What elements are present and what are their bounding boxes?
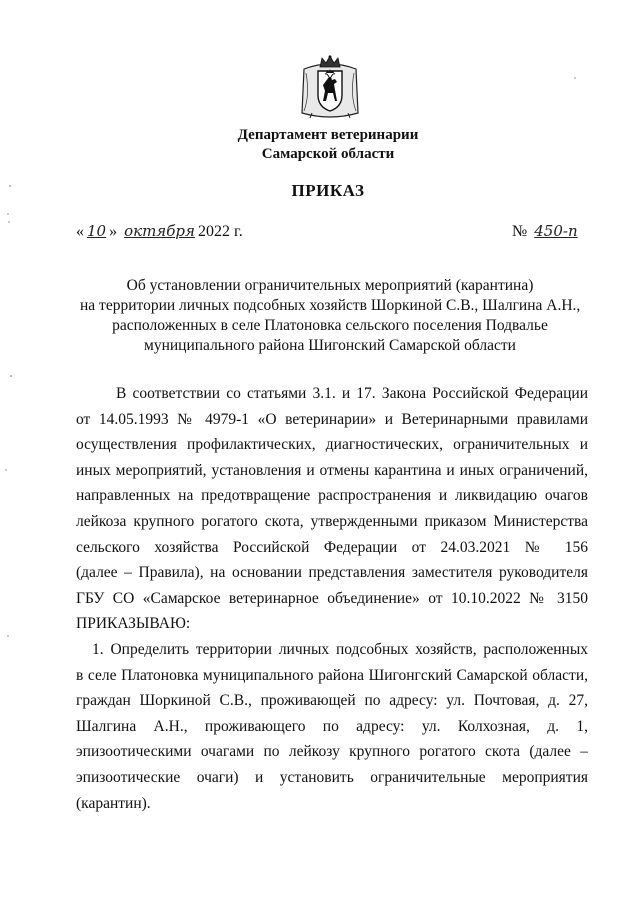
paragraph-line: ГБУ СО «Самарское ветеринарное объединение» от 10.10.2022 № 3150 (76, 589, 588, 607)
paragraph-line: (карантин). (76, 794, 151, 812)
order-number (512, 222, 581, 241)
paragraph-line: эпизоотическими очагами по лейкозу крупного рогатого скота (далее – (76, 743, 588, 761)
date-month: октября (124, 222, 195, 240)
paragraph-line: сельского хозяйства Российской Федерации от 24.03.2021 № 156 (76, 538, 588, 556)
paragraph-line: граждан Шоркиной С.В., проживающей по адресу: ул. Почтовая, д. 27, (76, 692, 588, 710)
paragraph-line: Шалгина А.Н., проживающего по адресу: ул. Колхозная, д. 1, (76, 717, 588, 735)
paragraph-line: 1. Определить территории личных подсобных хозяйств, расположенных (92, 641, 588, 658)
paragraph-line: осуществления профилактических, диагностических, ограничительных и (76, 436, 588, 454)
number-prefix: № (512, 223, 528, 240)
paragraph-line: В соответствии со статьями 3.1. и 17. Закона Российской Федерации (116, 385, 588, 402)
order-subject (80, 276, 580, 356)
paragraph-line: в селе Платоновка муниципального района Шигонгский Самарской области, (76, 666, 588, 684)
subject-line: Об установлении ограничительных мероприятий (карантина) (126, 277, 534, 294)
subject-line: расположенных в селе Платоновка сельского поселения Подвалье (112, 317, 548, 334)
order-date (76, 222, 243, 241)
date-quote-open: « (76, 223, 84, 240)
paragraph-line: лейкоза крупного рогатого скота, утвержденными приказом Министерства (76, 512, 588, 530)
number-value: 450-п (534, 222, 578, 240)
date-day: 10 (87, 222, 107, 240)
document-title: ПРИКАЗ (291, 181, 365, 200)
preamble-paragraph (76, 381, 588, 637)
department-region: Самарской области (261, 146, 395, 162)
coat-of-arms-icon (298, 55, 362, 121)
date-year: 2022 г. (197, 223, 243, 240)
subject-line: на территории личных подсобных хозяйств Шоркиной С.В., Шалгина А.Н., (80, 297, 581, 314)
paragraph-line: иных мероприятий, установления и отмены карантина и иных ограничений, (76, 461, 588, 479)
paragraph-line: направленных на предотвращение распространения и ликвидацию очагов (76, 487, 588, 505)
subject-line: муниципального района Шигонский Самарской области (144, 337, 516, 354)
order-directive: ПРИКАЗЫВАЮ: (76, 615, 191, 633)
clause-1-paragraph (76, 637, 588, 816)
paragraph-line: эпизоотические очаги) и установить ограничительные мероприятия (76, 768, 588, 786)
date-quote-close: » (109, 223, 118, 240)
department-name: Департамент ветеринарии (237, 127, 419, 143)
paragraph-line: от 14.05.1993 № 4979-1 «О ветеринарии» и Ветеринарными правилами (76, 410, 588, 428)
paragraph-line: (далее – Правила), на основании представления заместителя руководителя (76, 564, 588, 582)
